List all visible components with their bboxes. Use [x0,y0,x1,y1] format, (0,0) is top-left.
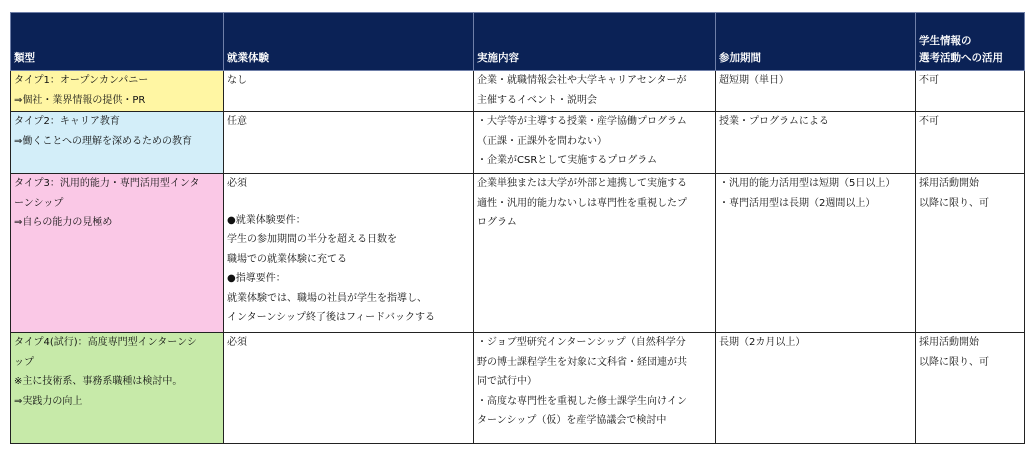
header-content: 実施内容 [474,13,716,71]
experience-cell: 必須 [224,333,474,444]
experience-cell: 任意 [224,112,474,174]
experience-cell: 必須 ●就業体験要件： 学生の参加期間の半分を超える日数を 職場での就業体験に充てる ●指導要件： 就業体験では、職場の社員が学生を指導し、 インターンシップ終了後はフィードバックする [224,174,474,333]
content-cell: ・大学等が主導する授業・産学協働プログラム （正課・正課外を問わない） ・企業がCSRとして実施するプログラム [474,112,716,174]
type-cell: タイプ2：キャリア教育 ⇒働くことへの理解を深めるための教育 [11,112,224,174]
table-row [11,71,1025,112]
usage-cell: 不可 [916,71,1025,112]
content-cell: 企業単独または大学が外部と連携して実施する 適性・汎用的能力ないしは専門性を重視したプ ログラム [474,174,716,333]
header-period: 参加期間 [716,13,916,71]
header-type: 類型 [11,13,224,71]
header-usage: 学生情報の 選考活動への活用 [916,13,1025,71]
internship-table-container [10,12,1025,444]
table-row [11,174,1025,333]
usage-cell: 採用活動開始 以降に限り、可 [916,333,1025,444]
table-row [11,112,1025,174]
content-cell: 企業・就職情報会社や大学キャリアセンターが 主催するイベント・説明会 [474,71,716,112]
period-cell: 授業・プログラムによる [716,112,916,174]
experience-cell: なし [224,71,474,112]
internship-types-table [10,12,1025,444]
usage-cell: 採用活動開始 以降に限り、可 [916,174,1025,333]
table-row [11,333,1025,444]
header-row [11,13,1025,71]
type-cell: タイプ4(試行)：高度専門型インターンシ ップ ※主に技術系、事務系職種は検討中。 ⇒実践力の向上 [11,333,224,444]
period-cell: ・汎用的能力活用型は短期（5日以上） ・専門活用型は長期（2週間以上） [716,174,916,333]
period-cell: 超短期（単日） [716,71,916,112]
usage-cell: 不可 [916,112,1025,174]
type-cell: タイプ3：汎用的能力・専門活用型インタ ーンシップ ⇒自らの能力の見極め [11,174,224,333]
header-experience: 就業体験 [224,13,474,71]
type-cell: タイプ1：オープンカンパニー ⇒個社・業界情報の提供・PR [11,71,224,112]
period-cell: 長期（2カ月以上） [716,333,916,444]
content-cell: ・ジョブ型研究インターンシップ（自然科学分 野の博士課程学生を対象に文科省・経団連が共 同で試行中） ・高度な専門性を重視した修士課学生向けイン ターンシップ（仮）を産学協議会で検討中 [474,333,716,444]
